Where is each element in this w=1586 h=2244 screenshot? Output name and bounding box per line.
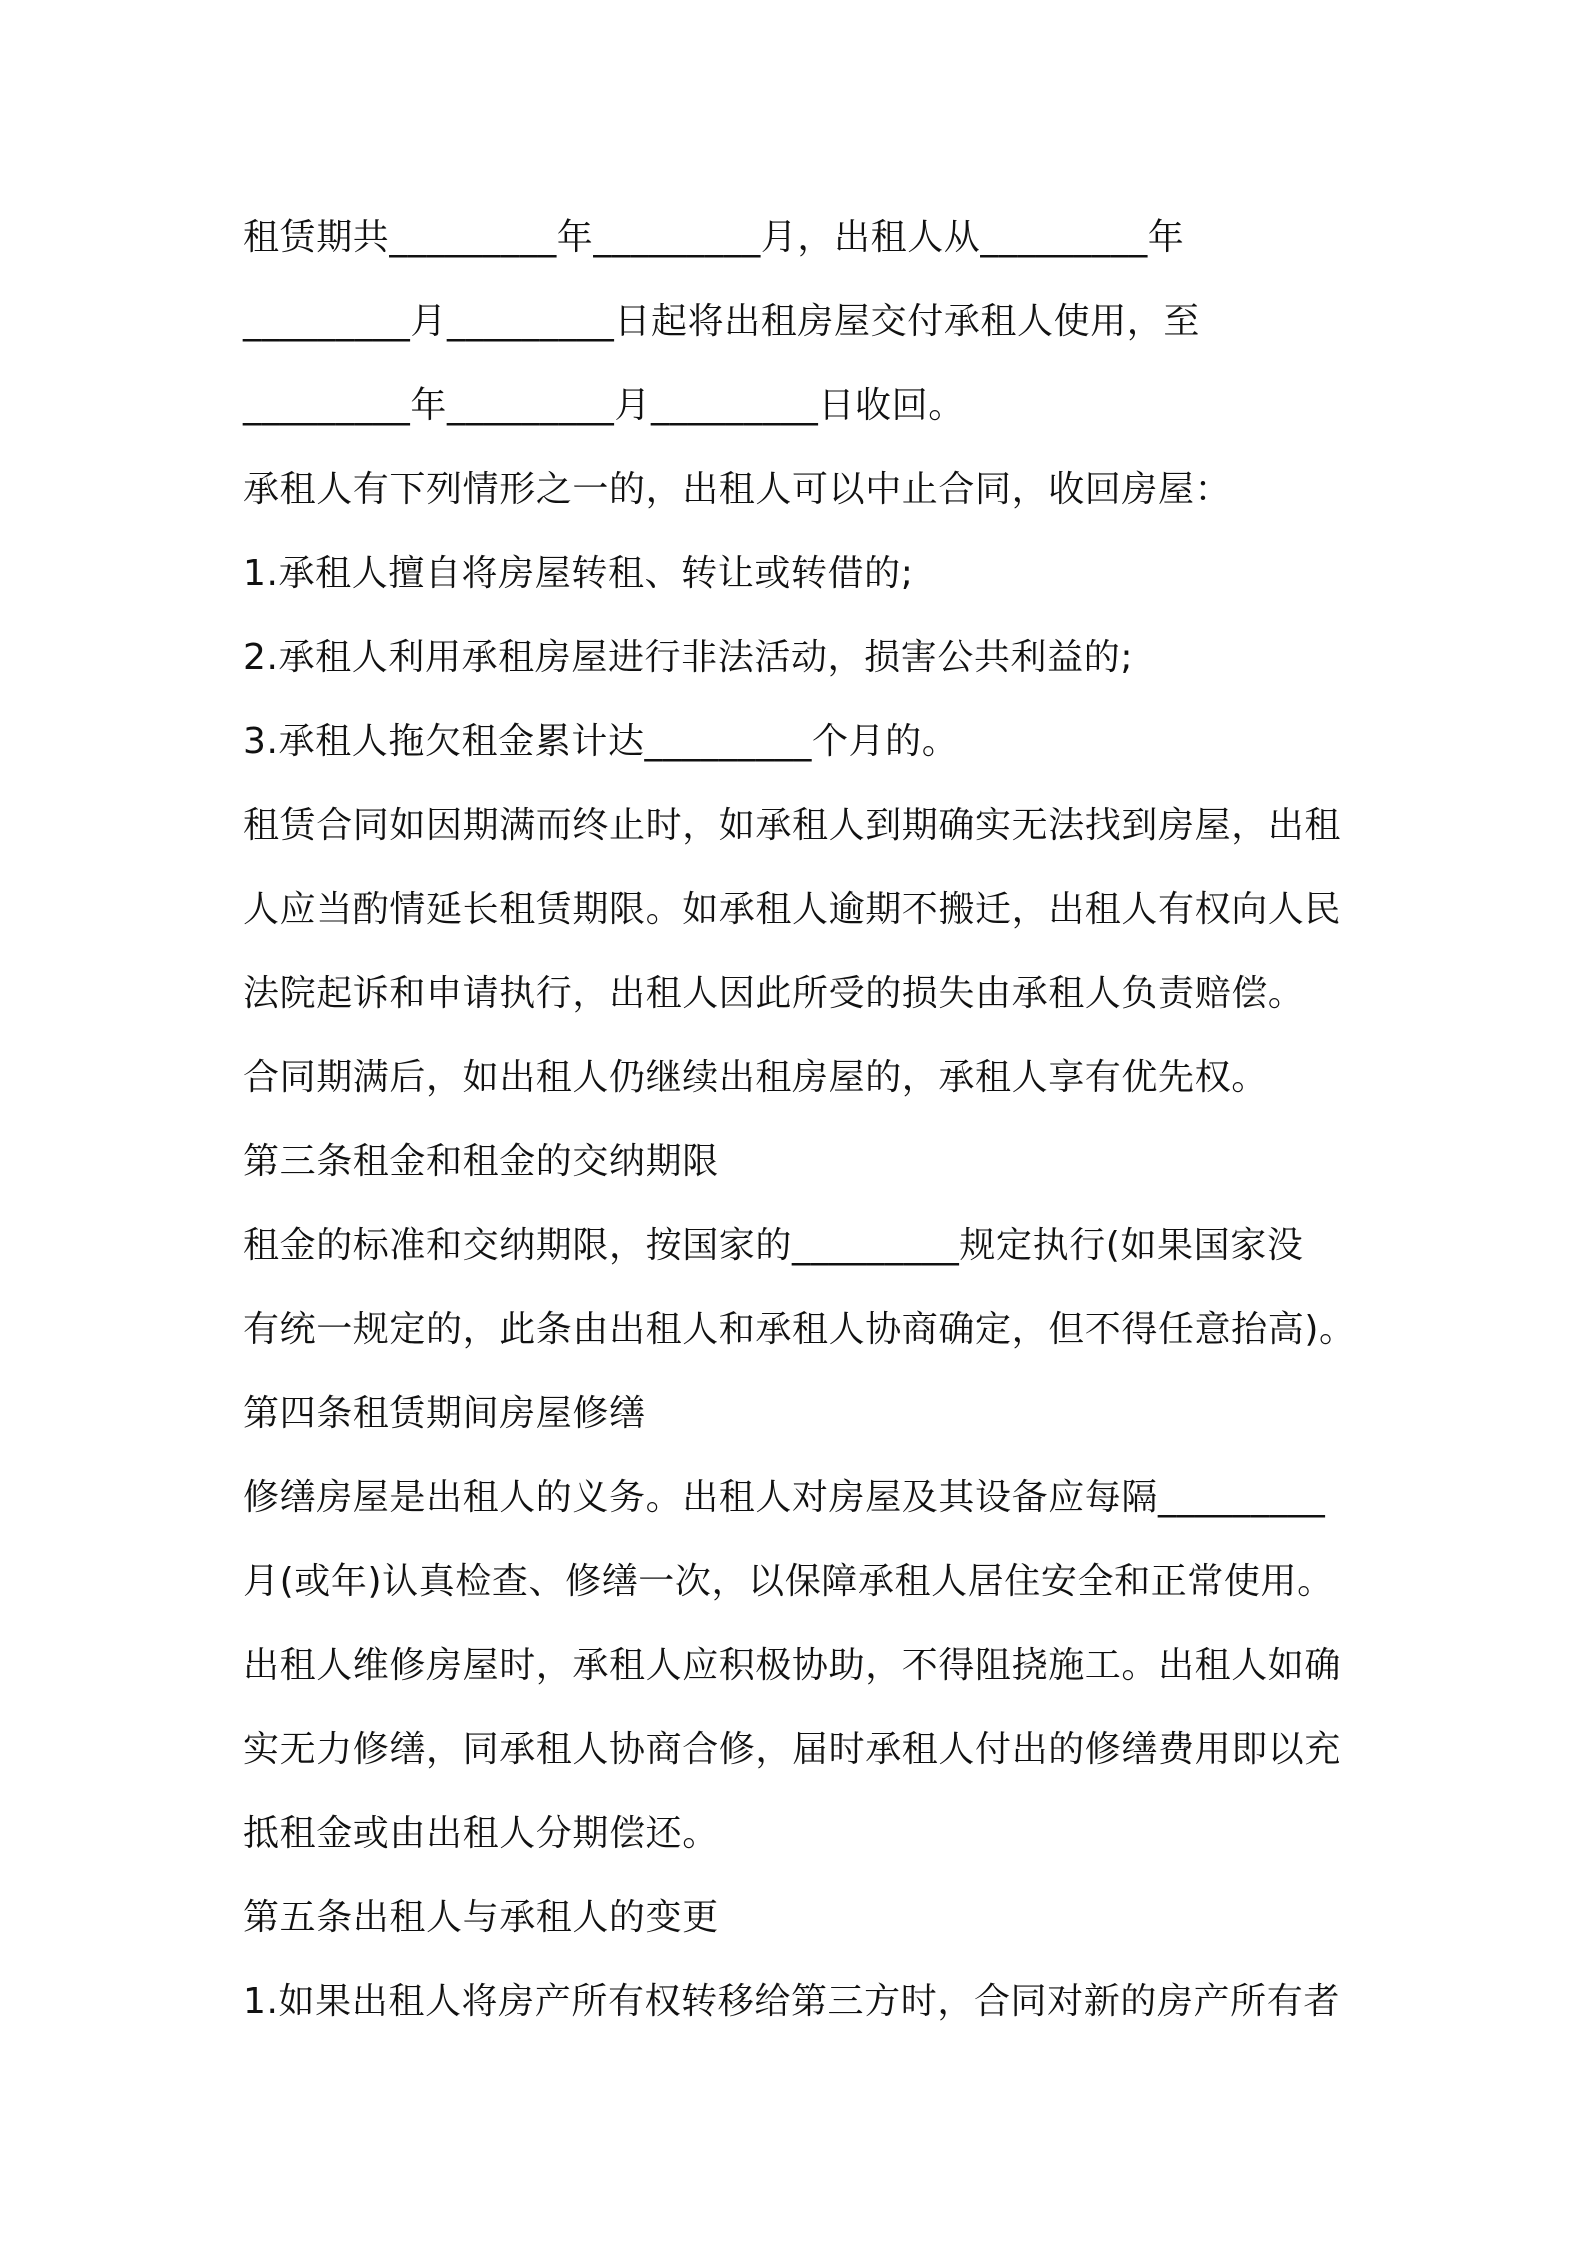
document-body bbox=[243, 196, 1363, 2044]
repair-paragraph-line-4: 实无力修缮，同承租人协商合修，届时承租人付出的修缮费用即以充 bbox=[243, 1729, 1342, 1770]
expiry-paragraph-line-2: 人应当酌情延长租赁期限。如承租人逾期不搬迁，出租人有权向人民 bbox=[243, 889, 1342, 930]
lease-term-line-3: _________年_________月_________日收回。 bbox=[243, 385, 965, 426]
article-3-heading: 第三条租金和租金的交纳期限 bbox=[243, 1141, 719, 1182]
termination-item-1: 1.承租人擅自将房屋转租、转让或转借的; bbox=[243, 553, 914, 594]
repair-paragraph-line-1: 修缮房屋是出租人的义务。出租人对房屋及其设备应每隔_________ bbox=[243, 1477, 1326, 1518]
expiry-paragraph-line-1: 租赁合同如因期满而终止时，如承租人到期确实无法找到房屋，出租 bbox=[243, 805, 1342, 846]
expiry-paragraph-line-3: 法院起诉和申请执行，出租人因此所受的损失由承租人负责赔偿。 bbox=[243, 973, 1305, 1014]
lease-term-line-1: 租赁期共_________年_________月，出租人从_________年 bbox=[243, 217, 1185, 258]
termination-item-3: 3.承租人拖欠租金累计达_________个月的。 bbox=[243, 721, 959, 762]
article-4-heading: 第四条租赁期间房屋修缮 bbox=[243, 1393, 646, 1434]
repair-paragraph-line-5: 抵租金或由出租人分期偿还。 bbox=[243, 1813, 719, 1854]
repair-paragraph-line-3: 出租人维修房屋时，承租人应积极协助，不得阻挠施工。出租人如确 bbox=[243, 1645, 1342, 1686]
change-item-1: 1.如果出租人将房产所有权转移给第三方时，合同对新的房产所有者 bbox=[243, 1981, 1340, 2022]
article-5-heading: 第五条出租人与承租人的变更 bbox=[243, 1897, 719, 1938]
priority-right-line: 合同期满后，如出租人仍继续出租房屋的，承租人享有优先权。 bbox=[243, 1057, 1268, 1098]
rent-paragraph-line-1: 租金的标准和交纳期限，按国家的_________规定执行(如果国家没 bbox=[243, 1225, 1304, 1266]
repair-paragraph-line-2: 月(或年)认真检查、修缮一次，以保障承租人居住安全和正常使用。 bbox=[243, 1561, 1334, 1602]
lease-term-line-2: _________月_________日起将出租房屋交付承租人使用，至 bbox=[243, 301, 1200, 342]
rent-paragraph-line-2: 有统一规定的，此条由出租人和承租人协商确定，但不得任意抬高)。 bbox=[243, 1309, 1356, 1350]
termination-intro: 承租人有下列情形之一的，出租人可以中止合同，收回房屋： bbox=[243, 469, 1232, 510]
termination-item-2: 2.承租人利用承租房屋进行非法活动，损害公共利益的; bbox=[243, 637, 1134, 678]
